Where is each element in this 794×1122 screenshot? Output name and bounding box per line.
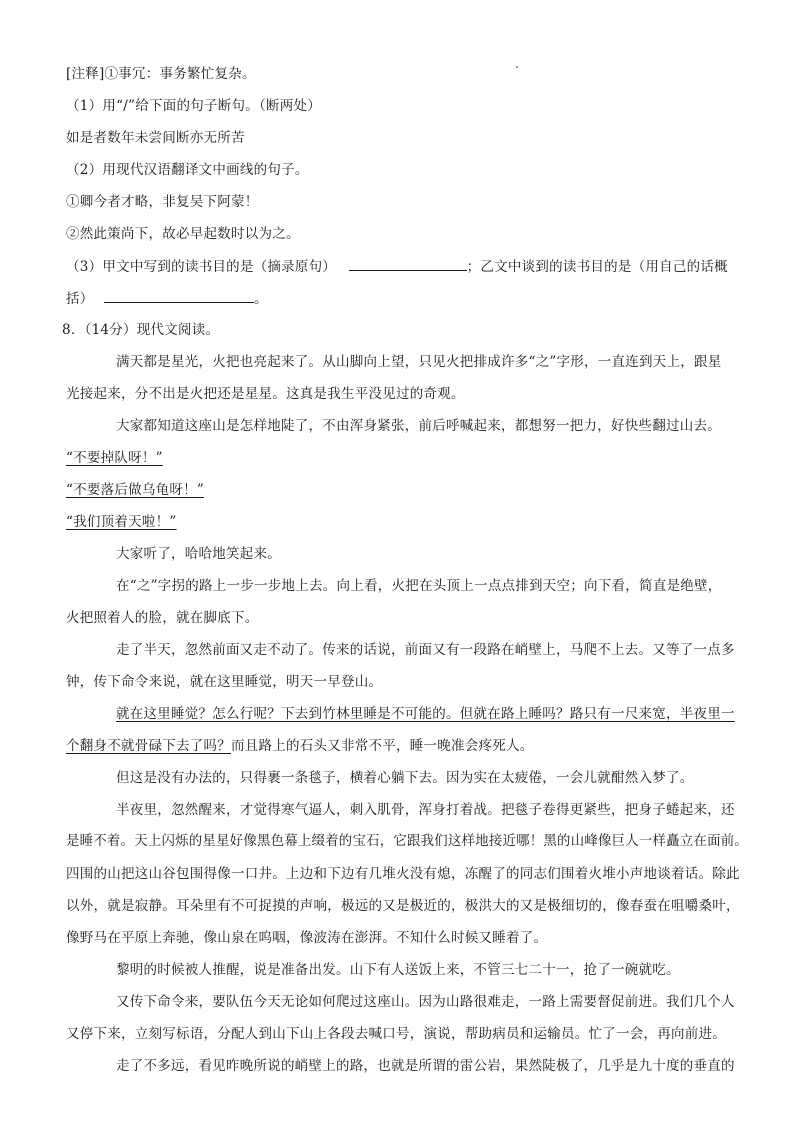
answer-blank-2[interactable] <box>104 288 254 303</box>
passage-quote-1: “不要掉队呀！” <box>66 450 163 466</box>
passage-p9: 黎明的时候被人推醒，说是准备出发。山下有人送饭上来，不管三七二十一，抢了一碗就吃。 <box>116 962 680 978</box>
answer-blank-1[interactable] <box>349 256 467 271</box>
scan-speck <box>516 66 518 68</box>
passage-quote-3: “我们顶着天啦！” <box>66 514 177 530</box>
question-3-end: 。 <box>254 291 268 307</box>
passage-p8-line-5: 像野马在平原上奔驰，像山泉在呜咽，像波涛在澎湃。不知什么时候又睡着了。 <box>66 930 548 946</box>
question-3-line-1 <box>66 256 728 276</box>
question-2-sentence-1: ①卿今者才略，非复吴下阿蒙！ <box>66 194 259 210</box>
question-3-part-3: 括） <box>66 291 94 307</box>
passage-p5-line-1: 走了半天，忽然前面又走不动了。传来的话说，前面又有一段路在峭壁上，马爬不上去。又等了一点多 <box>116 642 735 658</box>
passage-p1-line-1: 满天都是星光，火把也亮起来了。从山脚向上望，只见火把排成许多“之”字形，一直连到天上，跟星 <box>116 354 722 370</box>
question-1-sentence: 如是者数年未尝间断亦无所苦 <box>66 130 245 146</box>
passage-p1-line-2: 光接起来，分不出是火把还是星星。这真是我生平没见过的奇观。 <box>66 386 465 402</box>
passage-p6-line-2 <box>66 736 534 756</box>
question-1-prompt: （1）用“/”给下面的句子断句。（断两处） <box>66 98 321 114</box>
passage-p5-line-2: 钟，传下命令来说，就在这里睡觉，明天一早登山。 <box>66 674 383 690</box>
note-label: [注释] <box>66 66 105 82</box>
passage-p10-line-2: 又停下来，立刻写标语，分配人到山下山上各段去喊口号，演说，帮助病员和运输员。忙了一会，再向前进。 <box>66 1026 726 1042</box>
question-3-part-1: （3）甲文中写到的读书目的是（摘录原句） <box>66 259 337 275</box>
passage-p3: 大家听了，哈哈地笑起来。 <box>116 546 281 562</box>
passage-p8-line-3: 四围的山把这山谷包围得像一口井。上边和下边有几堆火没有熄，冻醒了的同志们围着火堆小声地谈着话。除此 <box>66 866 740 882</box>
passage-p7: 但这是没有办法的，只得裹一条毯子，横着心躺下去。因为实在太疲倦，一会儿就酣然入梦了。 <box>116 770 694 786</box>
question-3-line-2 <box>66 288 268 308</box>
passage-p8-line-1: 半夜里，忽然醒来，才觉得寒气逼人，刺入肌骨，浑身打着战。把毯子卷得更紧些，把身子蜷起来，还 <box>116 802 735 818</box>
passage-p4-line-1: 在“之”字拐的路上一步一步地上去。向上看，火把在头顶上一点点排到天空；向下看，简直是绝壁， <box>116 578 722 594</box>
question-8-header: 8．（14分）现代文阅读。 <box>62 322 220 338</box>
passage-p2: 大家都知道这座山是怎样地陡了，不由浑身紧张，前后呼喊起来，都想努一把力，好快些翻过山去。 <box>116 418 721 434</box>
question-2-sentence-2: ②然此策尚下，故必早起数时以为之。 <box>66 226 300 242</box>
passage-p6-line-1: 就在这里睡觉？怎么行呢？下去到竹林里睡是不可能的。但就在路上睡吗？路只有一尺来宽，半夜里一 <box>116 706 735 722</box>
passage-p6-underlined: 个翻身不就骨碌下去了吗？ <box>66 738 231 754</box>
passage-p8-line-2: 是睡不着。天上闪烁的星星好像黑色幕上缀着的宝石，它跟我们这样地接近哪！黑的山峰像巨人一样矗立在面前。 <box>66 834 749 849</box>
passage-p11-line-1: 走了不多远，看见昨晚所说的峭壁上的路，也就是所谓的雷公岩，果然陡极了，几乎是九十度的垂直的 <box>116 1058 735 1074</box>
passage-p8-line-4: 以外，就是寂静。耳朵里有不可捉摸的声响，极远的又是极近的，极洪大的又是极细切的，像春蚕在咀嚼桑叶， <box>66 898 740 914</box>
passage-p10-line-1: 又传下命令来，要队伍今天无论如何爬过这座山。因为山路很难走，一路上需要督促前进。我们几个人 <box>116 994 735 1010</box>
question-3-part-2: ；乙文中谈到的读书目的是（用自己的话概 <box>466 259 728 275</box>
note-text: ①事冗：事务繁忙复杂。 <box>104 66 256 82</box>
annotation-note <box>66 64 256 84</box>
passage-p4-line-2: 火把照着人的脸，就在脚底下。 <box>66 610 259 626</box>
passage-p6-rest: 而且路上的石头又非常不平，睡一晚准会疼死人。 <box>231 738 534 754</box>
question-2-prompt: （2）用现代汉语翻译文中画线的句子。 <box>66 162 309 178</box>
passage-quote-2: “不要落后做乌龟呀！” <box>66 482 205 498</box>
